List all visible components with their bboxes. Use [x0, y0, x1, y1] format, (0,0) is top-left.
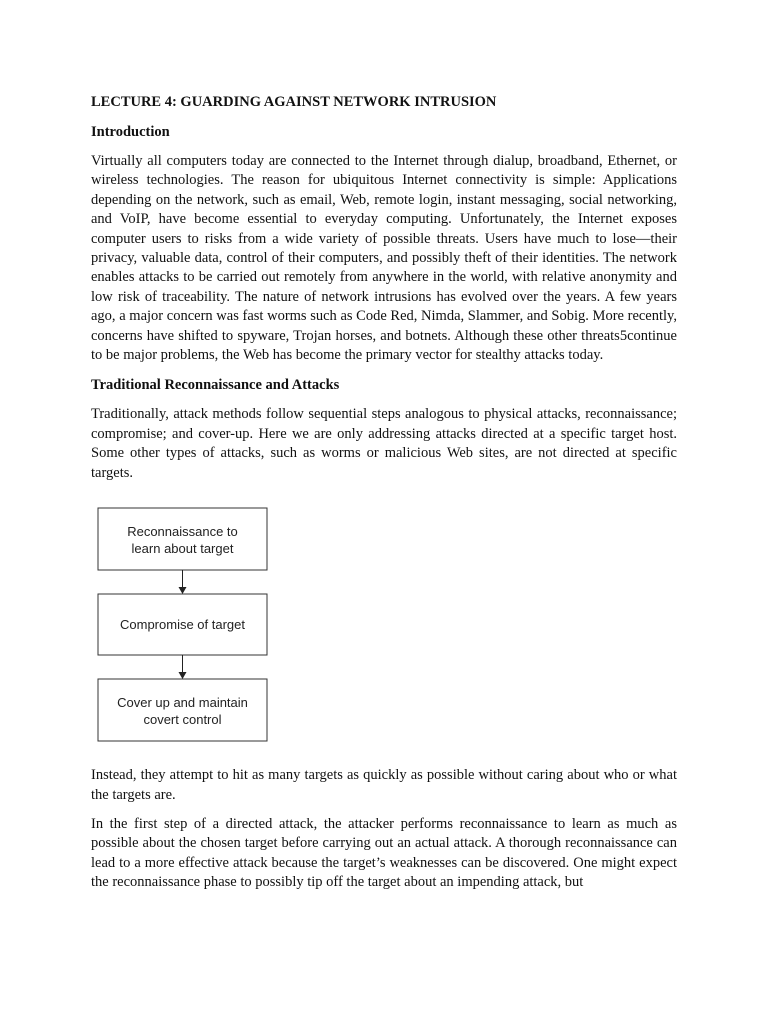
- flow-arrowhead-2: [179, 672, 187, 679]
- section-heading-introduction: Introduction: [91, 124, 170, 140]
- flow-step-1-line-1: Reconnaissance to: [127, 524, 238, 540]
- paragraph-untargeted-attacks: Instead, they attempt to hit as many targets as quickly as possible without caring about who or what the targets are.: [91, 767, 677, 803]
- flow-arrowhead-1: [179, 587, 187, 594]
- paragraph-reconnaissance-step: In the first step of a directed attack, the attacker performs reconnaissance to learn as much as possible about the chosen target before carrying out an actual attack. A thorough reconnaissance can lead to a more effective attack because the target’s weaknesses can be discovered. One might expect the reconnaissance phase to possibly tip off the target about an impending attack, but: [91, 815, 677, 891]
- flow-step-3-line-2: covert control: [143, 712, 222, 728]
- flow-step-1-line-2: learn about target: [131, 541, 234, 557]
- document-title: LECTURE 4: GUARDING AGAINST NETWORK INTRUSION: [91, 94, 497, 110]
- flow-step-3-line-1: Cover up and maintain: [117, 695, 248, 711]
- flow-step-2-line-1: Compromise of target: [120, 617, 245, 633]
- paragraph-traditional-attacks: Traditionally, attack methods follow sequential steps analogous to physical attacks, reconnaissance; compromise; and cover-up. Here we are only addressing attacks directed at a specific target host. Some other types of attacks, such as worms or malicious Web sites, are not directed at specific targets.: [91, 406, 677, 481]
- flow-step-compromise: [98, 594, 267, 655]
- document-page: [91, 92, 677, 903]
- section-heading-reconnaissance: Traditional Reconnaissance and Attacks: [91, 377, 340, 394]
- flow-step-reconnaissance: [98, 508, 267, 570]
- paragraph-introduction: Virtually all computers today are connected to the Internet through dialup, broadband, Ethernet, or wireless technologies. The reason for ubiquitous Internet connectivity is simple: Applications depending on the network, such as email, Web, remote login, instant messaging, social networking, and VoIP, have become essential to everyday computing. Unfortunately, the Internet exposes computer users to risks from a wide variety of possible threats. Users have much to lose—their privacy, valuable data, control of their computers, and possibly theft of their identities. The network enables attacks to be carried out remotely from anywhere in the world, with relative anonymity and low risk of traceability. The nature of network intrusions has evolved over the years. A few years ago, a major concern was fast worms such as Code Red, Nimda, Slammer, and Sobig. More recently, concerns have shifted to spyware, Trojan horses, and botnets. Although these other threats5continue to be major problems, the Web has become the primary vector for stealthy attacks today.: [91, 153, 677, 364]
- attack-steps-flowchart: [91, 498, 677, 748]
- flow-step-cover-up: [98, 679, 267, 741]
